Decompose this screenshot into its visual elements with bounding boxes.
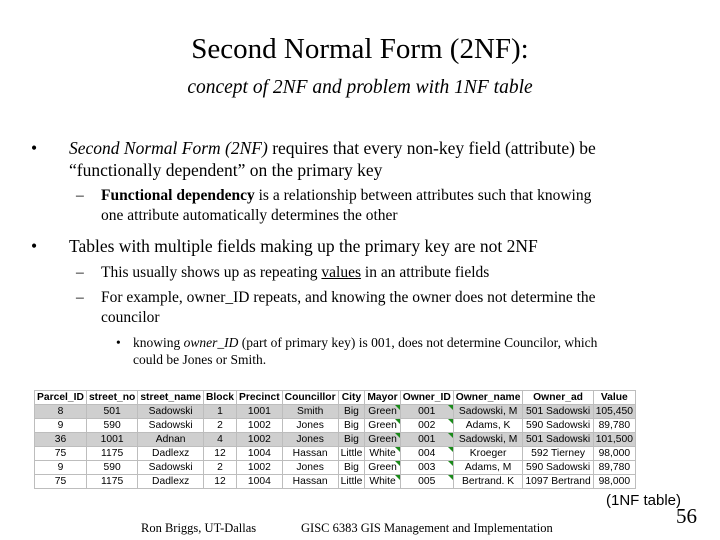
- table-cell: Kroeger: [453, 447, 523, 461]
- table-cell: Adams, K: [453, 419, 523, 433]
- table-cell: 1004: [237, 447, 283, 461]
- sub-bullet-2-2-line1: For example, owner_ID repeats, and knowing the owner does not determine the: [101, 289, 596, 306]
- table-cell: 1001: [237, 405, 283, 419]
- table-cell: 001: [400, 433, 453, 447]
- table-cell: 89,780: [593, 419, 635, 433]
- table-cell: Sadowski: [138, 405, 204, 419]
- table-cell: 9: [35, 461, 87, 475]
- table-cell: 98,000: [593, 475, 635, 489]
- sub-bullet-2-1: [101, 263, 711, 283]
- table-cell: Big: [338, 405, 365, 419]
- table-cell: 1001: [86, 433, 137, 447]
- bullet-marker: •: [116, 335, 121, 350]
- table-cell: Adams, M: [453, 461, 523, 475]
- table-cell: Big: [338, 419, 365, 433]
- term-owner-id: owner_ID: [183, 335, 239, 350]
- table-cell: 1: [203, 405, 236, 419]
- col-header: City: [338, 391, 365, 405]
- col-header: Precinct: [237, 391, 283, 405]
- table-cell: 1002: [237, 419, 283, 433]
- table-header-row: [35, 391, 636, 405]
- page-number: 56: [676, 504, 697, 528]
- sub-bullet-2-1-pre: This usually shows up as repeating: [101, 264, 322, 281]
- table-row: [35, 419, 636, 433]
- table-cell: 003: [400, 461, 453, 475]
- table-cell: 1002: [237, 433, 283, 447]
- col-header: Value: [593, 391, 635, 405]
- sub-bullet-2-1-underlined: values: [321, 264, 362, 281]
- table-cell: White: [365, 447, 400, 461]
- bullet-marker: •: [31, 236, 38, 256]
- table-cell: 101,500: [593, 433, 635, 447]
- table-cell: White: [365, 475, 400, 489]
- table-row: [35, 447, 636, 461]
- table-cell: 590 Sadowski: [523, 461, 593, 475]
- table-cell: 1004: [237, 475, 283, 489]
- table-cell: Green: [365, 461, 400, 475]
- table-cell: 9: [35, 419, 87, 433]
- table-cell: 004: [400, 447, 453, 461]
- table-cell: Jones: [282, 433, 338, 447]
- table-cell: 2: [203, 461, 236, 475]
- table-cell: 36: [35, 433, 87, 447]
- table-cell: 1175: [86, 475, 137, 489]
- table-row: [35, 405, 636, 419]
- table-cell: 005: [400, 475, 453, 489]
- nf1-table: [34, 390, 636, 489]
- table-cell: 12: [203, 475, 236, 489]
- sub-bullet-2-2: [101, 288, 711, 328]
- table-cell: 75: [35, 475, 87, 489]
- table-cell: Dadlexz: [138, 475, 204, 489]
- table-cell: Green: [365, 433, 400, 447]
- table-cell: 501 Sadowski: [523, 405, 593, 419]
- table-cell: 75: [35, 447, 87, 461]
- table-row: [35, 433, 636, 447]
- table-cell: Jones: [282, 461, 338, 475]
- table-cell: Jones: [282, 419, 338, 433]
- table-cell: 501: [86, 405, 137, 419]
- table-cell: Big: [338, 461, 365, 475]
- table-row: [35, 475, 636, 489]
- table-cell: 590: [86, 461, 137, 475]
- bullet-marker: •: [31, 138, 38, 158]
- col-header: street_name: [138, 391, 204, 405]
- table-cell: 98,000: [593, 447, 635, 461]
- table-cell: Hassan: [282, 475, 338, 489]
- col-header: Councillor: [282, 391, 338, 405]
- table-cell: 590: [86, 419, 137, 433]
- slide-subtitle: concept of 2NF and problem with 1NF table: [187, 77, 533, 98]
- table-cell: Sadowski, M: [453, 433, 523, 447]
- table-cell: 1097 Bertrand: [523, 475, 593, 489]
- col-header: Parcel_ID: [35, 391, 87, 405]
- col-header: Owner_ID: [400, 391, 453, 405]
- col-header: Owner_name: [453, 391, 523, 405]
- bullet-1-text: requires that every non-key field (attribute) be: [267, 138, 596, 158]
- sub-bullet-dash: –: [76, 264, 84, 281]
- bullet-1-line2: “functionally dependent” on the primary key: [69, 160, 383, 180]
- slide-title: Second Normal Form (2NF):: [191, 33, 529, 65]
- footer-author: Ron Briggs, UT-Dallas: [141, 521, 257, 535]
- col-header: street_no: [86, 391, 137, 405]
- table-cell: 501 Sadowski: [523, 433, 593, 447]
- sub-bullet-1-1: [101, 186, 711, 226]
- col-header: Owner_ad: [523, 391, 593, 405]
- table-cell: Adnan: [138, 433, 204, 447]
- table-row: [35, 461, 636, 475]
- table-cell: 001: [400, 405, 453, 419]
- table-cell: 002: [400, 419, 453, 433]
- sub-bullet-1-1-line2: one attribute automatically determines the other: [101, 207, 398, 224]
- table-cell: Little: [338, 475, 365, 489]
- table-cell: Sadowski: [138, 419, 204, 433]
- sub-bullet-2-2-line2: councilor: [101, 309, 160, 326]
- footer-course: GISC 6383 GIS Management and Implementation: [301, 521, 553, 535]
- sub-bullet-1-1-text: is a relationship between attributes such that knowing: [254, 187, 592, 204]
- table-cell: 89,780: [593, 461, 635, 475]
- table-cell: 8: [35, 405, 87, 419]
- sub-sub-line2: could be Jones or Smith.: [133, 352, 267, 367]
- sub-bullet-dash: –: [76, 187, 84, 204]
- table-cell: 590 Sadowski: [523, 419, 593, 433]
- table-cell: Hassan: [282, 447, 338, 461]
- table-cell: Green: [365, 419, 400, 433]
- table-cell: Sadowski: [138, 461, 204, 475]
- sub-sub-post: (part of primary key) is 001, does not determine Councilor, which: [238, 335, 598, 350]
- sub-sub-pre: knowing: [133, 335, 184, 350]
- table-cell: 4: [203, 433, 236, 447]
- table-cell: Dadlexz: [138, 447, 204, 461]
- col-header: Block: [203, 391, 236, 405]
- table-cell: 1002: [237, 461, 283, 475]
- table-cell: 1175: [86, 447, 137, 461]
- bullet-2: Tables with multiple fields making up the primary key are not 2NF: [69, 236, 538, 256]
- term-functional-dependency: Functional dependency: [101, 187, 255, 204]
- table-cell: Bertrand. K: [453, 475, 523, 489]
- col-header: Mayor: [365, 391, 400, 405]
- table-cell: Big: [338, 433, 365, 447]
- table-cell: Little: [338, 447, 365, 461]
- table-cell: Smith: [282, 405, 338, 419]
- table-cell: 105,450: [593, 405, 635, 419]
- table-cell: 592 Tierney: [523, 447, 593, 461]
- sub-sub-bullet: [133, 334, 713, 368]
- table-cell: Green: [365, 405, 400, 419]
- table-cell: Sadowski, M: [453, 405, 523, 419]
- sub-bullet-2-1-post: in an attribute fields: [361, 264, 490, 281]
- table-cell: 12: [203, 447, 236, 461]
- term-2nf: Second Normal Form (2NF): [69, 138, 268, 158]
- sub-bullet-dash: –: [76, 289, 84, 306]
- table-cell: 2: [203, 419, 236, 433]
- bullet-1: [69, 137, 709, 181]
- table-caption: (1NF table): [606, 492, 682, 509]
